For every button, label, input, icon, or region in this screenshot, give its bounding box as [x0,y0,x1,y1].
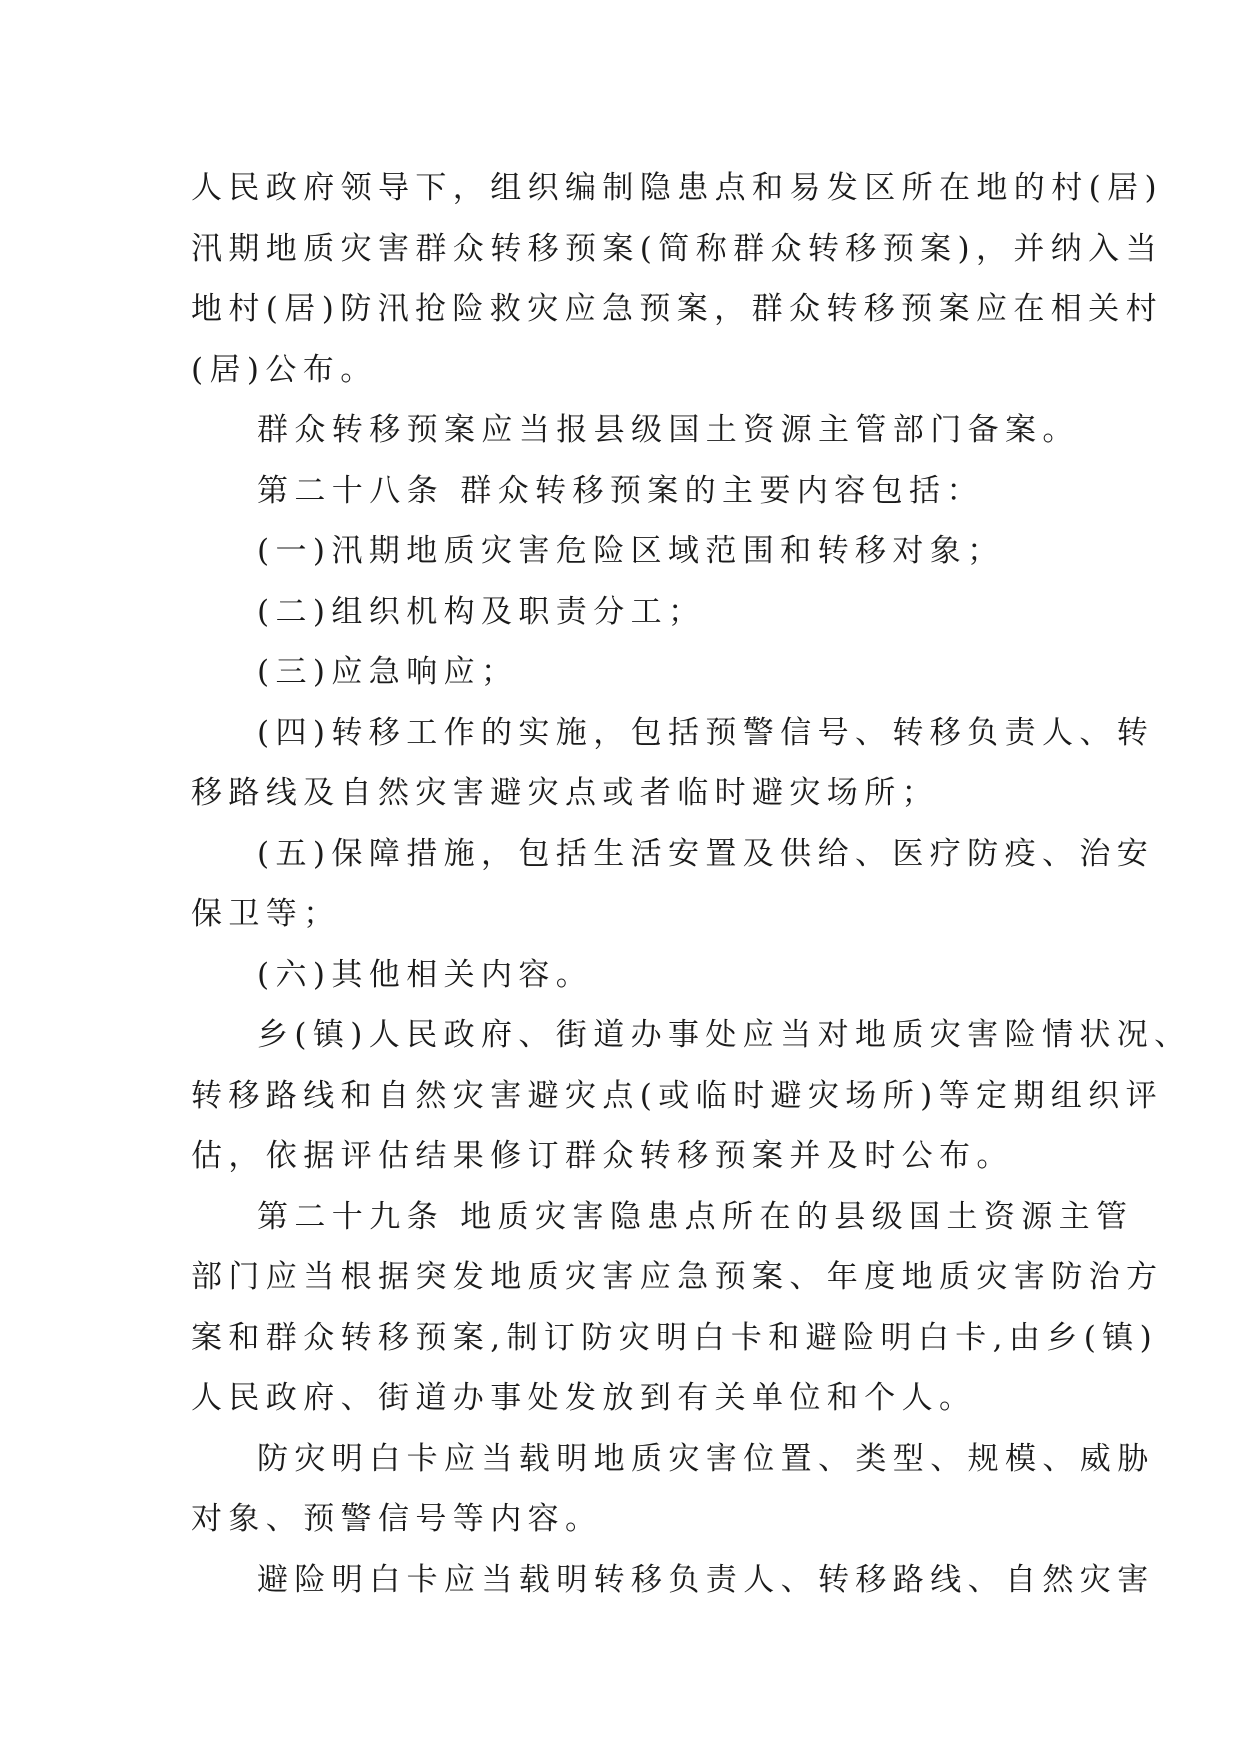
text-line: 人民政府、街道办事处发放到有关单位和个人。 [191,1380,977,1416]
text-line: 群众转移预案应当报县级国土资源主管部门备案。 [257,412,1080,448]
text-line: 第二十九条 地质灾害隐患点所在的县级国土资源主管 [257,1198,1134,1235]
text-line: 案和群众转移预案,制订防灾明白卡和避险明白卡,由乡(镇) [191,1319,1159,1356]
text-line: 避险明白卡应当载明转移负责人、转移路线、自然灾害 [257,1561,1155,1598]
text-line: 部门应当根据突发地质灾害应急预案、年度地质灾害防治方 [191,1259,1164,1295]
text-line: 乡(镇)人民政府、街道办事处应当对地质灾害险情状况、 [257,1017,1192,1053]
text-line: 地村(居)防汛抢险救灾应急预案，群众转移预案应在相关村 [191,291,1163,327]
text-line: 汛期地质灾害群众转移预案(简称群众转移预案)，并纳入当 [191,230,1163,267]
text-line: 移路线及自然灾害避灾点或者临时避灾场所； [191,775,939,811]
text-line: (居)公布。 [191,351,378,388]
text-line: 估，依据评估结果修订群众转移预案并及时公布。 [191,1138,1014,1174]
text-line: (五)保障措施，包括生活安置及供给、医疗防疫、治安 [257,835,1155,872]
text-line: 防灾明白卡应当载明地质灾害位置、类型、规模、威胁 [257,1440,1155,1477]
text-line: (六)其他相关内容。 [257,956,594,993]
text-line: (三)应急响应； [257,654,519,690]
text-line: 保卫等； [191,896,341,932]
text-line: 人民政府领导下，组织编制隐患点和易发区所在地的村(居) [191,170,1163,206]
text-line: (四)转移工作的实施，包括预警信号、转移负责人、转 [257,714,1155,751]
text-line: (一)汛期地质灾害危险区域范围和转移对象； [257,533,1005,569]
text-line: 转移路线和自然灾害避灾点(或临时避灾场所)等定期组织评 [191,1077,1163,1114]
text-line: 对象、预警信号等内容。 [191,1501,603,1537]
text-line: (二)组织机构及职责分工； [257,593,706,630]
document-body [191,158,1192,1610]
text-line: 第二十八条 群众转移预案的主要内容包括： [257,472,984,509]
